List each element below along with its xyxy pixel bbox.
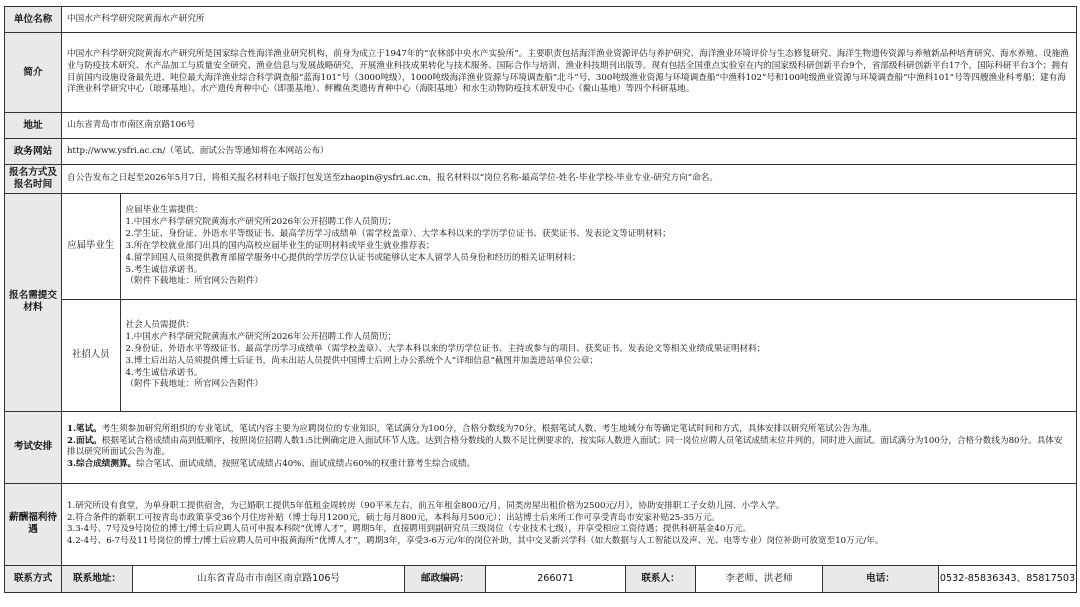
graduates-value: 应届毕业生需提供： 1.中国水产科学研究院黄海水产研究所2026年公开招聘工作人员简历； 2.学生证、身份证、外语水平等级证书、最高学历学习成绩单（需学校盖章）、大学本科以来的学历学位证书、获奖证书、发表论文等证明材料； 3.所在学校就业部门出具的国内高校应届毕业生的证明材料或毕业生就业推荐表； 4.留学回国人员须提供教育部留学服务中心提供的学历学位认证书或能够认定本人留学人员身份和经历的相关证明材料； 5.考生诚信承诺书。 （附件下载地址：所官网公告附件）	[120, 194, 1077, 300]
exam-item	[67, 424, 1071, 436]
exam-item	[67, 459, 1071, 471]
exam-item-body: 根据笔试合格成绩由高到低顺序，按照岗位招聘人数1:5比例确定进入面试环节人选。达到合格分数线的人数不足比例要求的，按实际人数进入面试；同一岗位应聘人员笔试成绩末位并列的，同时进入面试。面试满分为100分，合格分数线为80分。具体安排以研究所面试公告为准。	[67, 435, 1063, 458]
row-signup	[5, 165, 1077, 194]
website-cell	[62, 139, 1077, 165]
row-benefits	[5, 483, 1077, 565]
contact-address-value: 山东省青岛市市南区南京路106号	[133, 565, 405, 592]
website-label: 政务网站	[5, 139, 62, 165]
contact-postcode-value: 266071	[486, 565, 626, 592]
signup-label: 报名方式及报名时间	[5, 165, 62, 194]
contact-address-label: 联系地址：	[62, 565, 133, 592]
website-note: （笔试、面试公告等通知将在本网站公布）	[165, 145, 329, 156]
exam-value	[62, 411, 1077, 483]
contact-label: 联系方式	[5, 565, 62, 592]
row-contact	[5, 565, 1077, 592]
unit-label: 单位名称	[5, 7, 62, 33]
info-table	[4, 6, 1077, 566]
row-exam	[5, 411, 1077, 483]
intro-value: 中国水产科学研究院黄海水产研究所是国家综合性海洋渔业研究机构，前身为成立于1947年的“农林部中央水产实验所”。主要职责包括海洋渔业资源评估与养护研究、海洋渔业环境评价与生态修复研究、海洋生物遗传资源与养殖新品种培育研究、海水养殖、设施渔业与防疫技术研究、水产品加工与质量安全研究、渔业信息与发展战略研究，开展渔业科技成果转化与技术服务、国际合作与培训、渔业科技期刊出版等。现有包括全国重点实验室在内的国家级科研创新平台9个，省部级科研创新平台17个，国际科研平台3个；拥有目前国内设施设备最先进、吨位最大海洋渔业综合科学调查船“蓝海101”号（3000吨级），1000吨级海洋渔业资源与环境调查船“北斗”号、300吨级渔业资源与环境调查船“中渔科102”号和100吨级渔业资源与环境调查船“中渔科101”号等四艘渔业科考船；建有海洋渔业科学研究中心（琅琊基地）、水产遗传育种中心（即墨基地）、鲆鲽鱼类遗传育种中心（海阳基地）和水生动物防疫技术研发中心（鳌山基地）等四个科研基地。	[62, 33, 1077, 113]
graduates-label: 应届毕业生	[62, 194, 120, 300]
exam-item	[67, 436, 1071, 460]
exam-label: 考试安排	[5, 411, 62, 483]
address-value: 山东省青岛市市南区南京路106号	[62, 113, 1077, 139]
signup-value: 自公告发布之日起至2026年5月7日，将相关报名材料电子版打包发送至zhaopin@ysfri.ac.cn，报名材料以“岗位名称-最高学位-姓名-毕业学校-毕业专业-研究方向”命名。	[62, 165, 1077, 194]
exam-item-head: 2.面试。	[67, 435, 102, 446]
unit-value: 中国水产科学研究院黄海水产研究所	[62, 7, 1077, 33]
exam-item-body: 考生须参加研究所组织的专业笔试，笔试内容主要为应聘岗位的专业知识，笔试满分为100分，合格分数线为70分。根据笔试人数、考生地域分布等确定笔试时间和方式，具体安排以研究所笔试公告为准。	[101, 423, 877, 434]
row-website	[5, 139, 1077, 165]
intro-label: 简介	[5, 33, 62, 113]
website-link[interactable]: http://www.ysfri.ac.cn/	[67, 145, 166, 156]
contact-phone-value: 0532-85836343、85817503	[939, 565, 1077, 592]
materials-cell	[62, 193, 1077, 411]
benefits-value: 1.研究所设有食堂，为单身职工提供宿舍，为已婚职工提供5年低租金周转房（90平米左右，前五年租金800元/月，同类房屋出租价格为2500元/月），协助安排职工子女幼儿园、小学入学。 2.符合条件的新职工可按青岛市政策享受36个月住房补贴（博士每月1200元，硕士每月800元，本科每月500元）；出站博士后来所工作可享受青岛市安家补贴25-35万元。 3.3-4号、7号及9号岗位的博士/博士后应聘人员可申报本科院“优博人才”，聘期5年，直接聘用到副研究员三级岗位（专业技术七级），并享受相应工资待遇；提供科研基金40万元。 4.2-4号、6-7号及11号岗位的博士/博士后应聘人员可申报黄海所“优博人才”，聘期3年，享受3-6万元/年的岗位补助，其中交叉新兴学科（如大数据与人工智能以及声、光、电等专业）岗位补助可放宽至10万元/年。	[62, 483, 1077, 565]
contact-person-label: 联系人：	[626, 565, 696, 592]
exam-item-body: 综合笔试、面试成绩，按照笔试成绩占40%、面试成绩占60%的权重计算考生综合成绩。	[136, 459, 476, 470]
social-label: 社招人员	[62, 300, 120, 411]
row-intro	[5, 33, 1077, 113]
row-address	[5, 113, 1077, 139]
materials-graduates-row	[62, 194, 1077, 300]
exam-item-head: 1.笔试。	[67, 423, 102, 434]
social-value: 社会人员需提供： 1.中国水产科学研究院黄海水产研究所2026年公开招聘工作人员简历； 2.身份证、外语水平等级证书、最高学历学习成绩单（需学校盖章）、大学本科以来的学历学位证书、主持或参与的项目、获奖证书、发表论文等相关业绩成果证明材料； 3.博士后出站人员须提供博士后证书，尚未出站人员提供中国博士后网上办公系统个人“详细信息”截图并加盖进站单位公章； 4.考生诚信承诺书。 （附件下载地址：所官网公告附件）	[125, 320, 766, 390]
contact-postcode-label: 邮政编码：	[405, 565, 486, 592]
exam-item-head: 3.综合成绩测算。	[67, 459, 137, 470]
recruitment-info-sheet	[4, 6, 1076, 603]
contact-person-value: 李老师、洪老师	[696, 565, 823, 592]
materials-subtable	[62, 194, 1077, 411]
materials-social-row	[62, 300, 1077, 411]
row-unit	[5, 7, 1077, 33]
contact-table	[4, 565, 1077, 593]
address-label: 地址	[5, 113, 62, 139]
materials-label: 报名需提交材料	[5, 193, 62, 411]
contact-phone-label: 电话：	[823, 565, 939, 592]
row-materials	[5, 193, 1077, 411]
benefits-label: 薪酬福利待遇	[5, 483, 62, 565]
